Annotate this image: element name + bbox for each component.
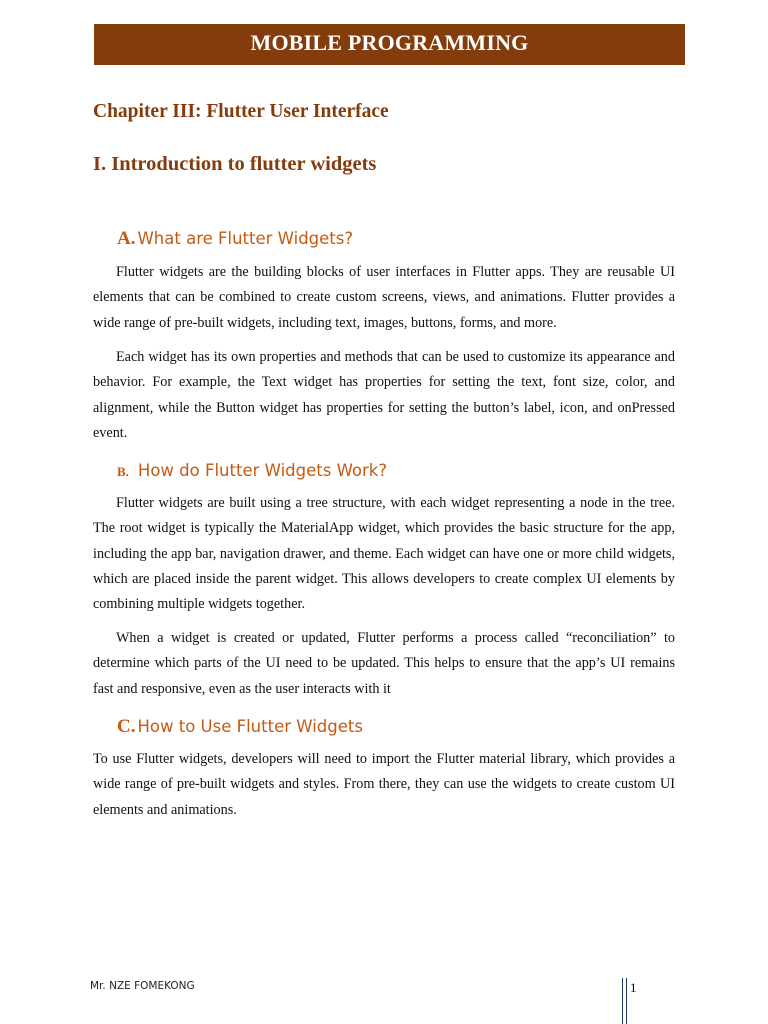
subsection-letter: C. — [117, 716, 136, 737]
paragraph: Flutter widgets are the building blocks of user interfaces in Flutter apps. They are reusable UI elements that can be combined to create custom screens, views, and animations. Flutter provides a wide range of pre-built widgets, including text, images, buttons, forms, and more. — [93, 264, 675, 331]
paragraph: To use Flutter widgets, developers will need to import the Flutter material library, which provides a wide range of pre-built widgets and styles. From there, they can use the widgets to create custom UI elements and animations. — [93, 751, 675, 818]
subsection-title: How do Flutter Widgets Work? — [137, 461, 388, 480]
subsection-letter: B. — [117, 464, 129, 479]
subsection-letter: A. — [117, 228, 136, 249]
document-header-banner: MOBILE PROGRAMMING — [94, 24, 685, 65]
subsection-title: What are Flutter Widgets? — [137, 229, 354, 248]
section-title: I. Introduction to flutter widgets — [93, 153, 377, 175]
chapter-title: Chapiter III: Flutter User Interface — [93, 101, 389, 122]
page-number: 1 — [630, 980, 637, 995]
paragraph: Flutter widgets are built using a tree structure, with each widget representing a node in the tree. The root widget is typically the MaterialApp widget, which provides the basic structure for the app, including the app bar, navigation drawer, and theme. Each widget can have one or more child widgets, which are placed inside the parent widget. This allows developers to create complex UI elements by combining multiple widgets together. — [93, 495, 675, 613]
subsection-title: How to Use Flutter Widgets — [137, 717, 363, 736]
subsection-heading-c — [117, 716, 363, 738]
paragraph: When a widget is created or updated, Flutter performs a process called “reconciliation” to determine which parts of the UI need to be updated. This helps to ensure that the app’s UI remains fast and responsive, even as the user interacts with it — [93, 630, 675, 697]
subsection-heading-b — [117, 461, 387, 480]
paragraph: Each widget has its own properties and methods that can be used to customize its appearance and behavior. For example, the Text widget has properties for setting the text, font size, color, and alignment, while the Button widget has properties for setting the button’s label, icon, and onPressed event. — [93, 349, 675, 441]
subsection-heading-a — [117, 228, 353, 250]
page-number-divider — [622, 978, 627, 1024]
footer-author: Mr. NZE FOMEKONG — [90, 980, 195, 992]
